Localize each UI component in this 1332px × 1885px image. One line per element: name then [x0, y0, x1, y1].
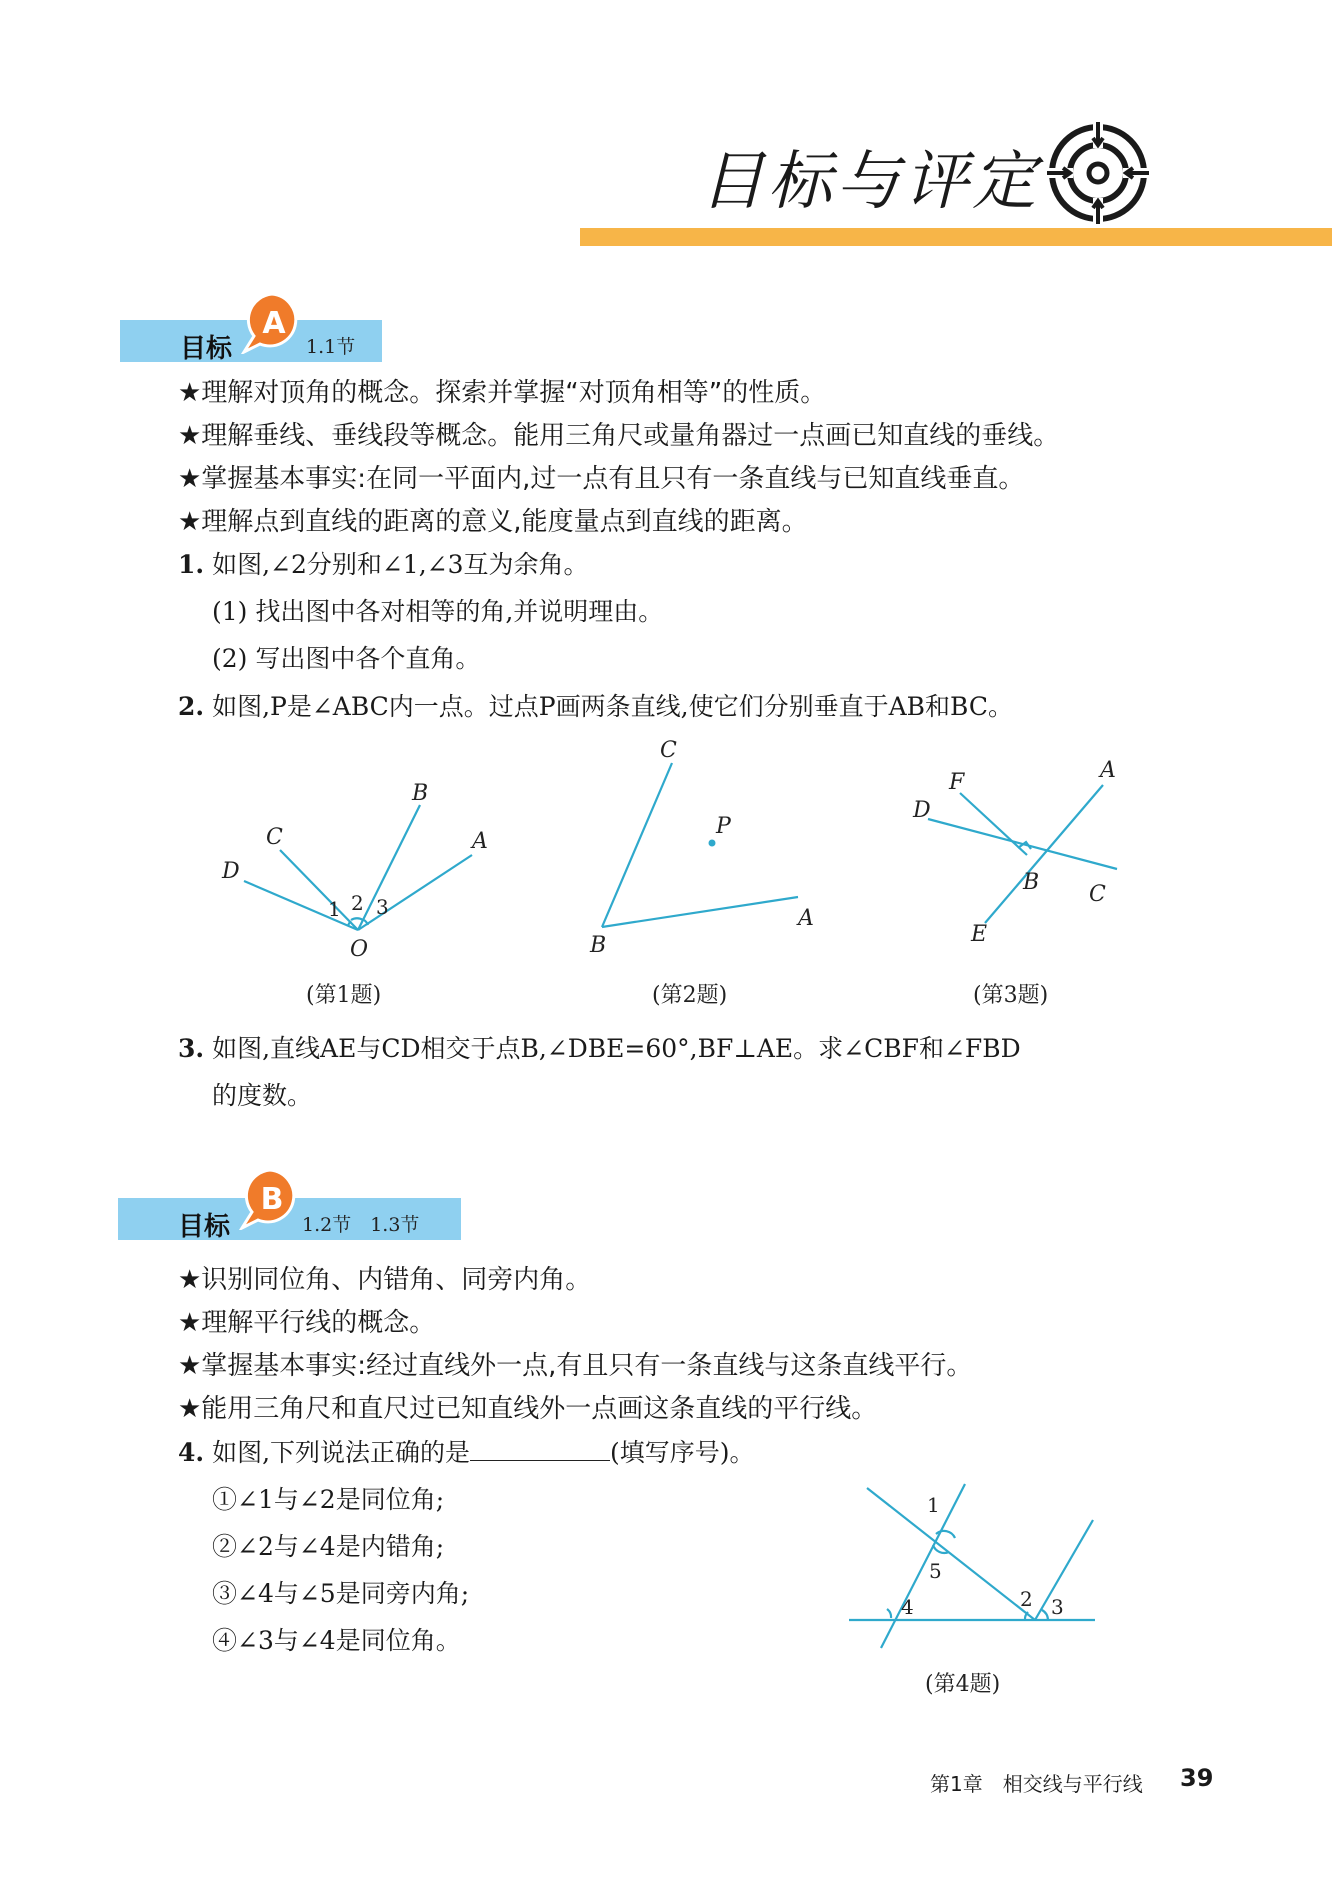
- fig2-label-b: B: [590, 933, 607, 958]
- goal-a-label: 目标: [180, 334, 233, 364]
- question-1-part-2: (2) 写出图中各个直角。: [212, 644, 481, 673]
- goal-b-badge-icon: [238, 1166, 302, 1230]
- fig4-angle-3: 3: [1051, 1595, 1064, 1619]
- goal-b-item: ★能用三角尺和直尺过已知直线外一点画这条直线的平行线。: [178, 1394, 878, 1424]
- question-text: 如图,下列说法正确的是: [212, 1438, 471, 1467]
- fig3-label-e: E: [971, 922, 988, 947]
- question-3: [178, 1029, 1021, 1065]
- fig1-angle-3: 3: [376, 895, 389, 919]
- goal-a-badge-icon: [240, 290, 304, 354]
- fig2-label-a: A: [798, 906, 814, 931]
- question-4-option: ④∠3与∠4是同位角。: [212, 1626, 461, 1655]
- fig3-label-b: B: [1023, 870, 1040, 895]
- figure-1-caption: (第1题): [306, 983, 382, 1008]
- fig1-angle-2: 2: [351, 891, 364, 915]
- fig3-label-c: C: [1089, 882, 1106, 907]
- fig3-label-a: A: [1100, 758, 1116, 783]
- question-text: 如图,直线AE与CD相交于点B,∠DBE=60°,BF⊥AE。求∠CBF和∠FBD: [212, 1034, 1021, 1063]
- goal-b-badge-letter: B: [260, 1182, 284, 1217]
- question-text-end: (填写序号)。: [610, 1438, 755, 1467]
- fig3-label-f: F: [949, 770, 965, 795]
- goal-a-badge-letter: A: [262, 306, 286, 341]
- figure-4-caption: (第4题): [925, 1672, 1001, 1697]
- goal-b-label: 目标: [178, 1212, 231, 1242]
- fig1-angle-1: 1: [328, 897, 341, 921]
- question-number: 4.: [178, 1438, 205, 1467]
- goal-b-item: ★掌握基本事实:经过直线外一点,有且只有一条直线与这条直线平行。: [178, 1351, 973, 1381]
- goal-b-item: ★识别同位角、内错角、同旁内角。: [178, 1265, 592, 1295]
- footer-chapter: 第1章 相交线与平行线: [930, 1772, 1143, 1796]
- question-number: 2.: [178, 692, 205, 721]
- fig1-label-d: D: [222, 859, 240, 884]
- figure-3-caption: (第3题): [973, 983, 1049, 1008]
- question-3-continued: 的度数。: [212, 1081, 313, 1110]
- figure-3: [905, 755, 1150, 960]
- fig1-label-c: C: [266, 825, 283, 850]
- answer-blank[interactable]: [470, 1438, 610, 1461]
- question-number: 1.: [178, 550, 205, 579]
- question-text: 如图,∠2分别和∠1,∠3互为余角。: [212, 550, 589, 579]
- fig3-label-d: D: [913, 798, 931, 823]
- question-number: 3.: [178, 1034, 205, 1063]
- figure-4: [845, 1478, 1105, 1658]
- question-4: [178, 1433, 755, 1469]
- goal-a-item: ★掌握基本事实:在同一平面内,过一点有且只有一条直线与已知直线垂直。: [178, 464, 1025, 494]
- fig4-angle-2: 2: [1020, 1587, 1033, 1611]
- question-1-part-1: (1) 找出图中各对相等的角,并说明理由。: [212, 597, 664, 626]
- goal-a-sections: 1.1节: [306, 336, 356, 358]
- fig1-label-a: A: [472, 829, 488, 854]
- goal-a-item: ★理解垂线、垂线段等概念。能用三角尺或量角器过一点画已知直线的垂线。: [178, 421, 1060, 451]
- question-2: [178, 687, 1013, 723]
- question-4-option: ①∠1与∠2是同位角;: [212, 1485, 445, 1514]
- fig4-angle-1: 1: [927, 1493, 940, 1517]
- fig4-angle-5: 5: [929, 1559, 942, 1583]
- figure-1: [210, 770, 510, 970]
- fig2-label-c: C: [660, 738, 677, 763]
- goal-a-item: ★理解对顶角的概念。探索并掌握“对顶角相等”的性质。: [178, 378, 827, 408]
- page-number: 39: [1180, 1764, 1214, 1792]
- question-4-option: ②∠2与∠4是内错角;: [212, 1532, 445, 1561]
- goal-a-item: ★理解点到直线的距离的意义,能度量点到直线的距离。: [178, 507, 808, 537]
- question-text: 如图,P是∠ABC内一点。过点P画两条直线,使它们分别垂直于AB和BC。: [212, 692, 1013, 721]
- question-1: [178, 545, 589, 581]
- fig2-label-p: P: [716, 814, 731, 839]
- goal-b-sections: 1.2节 1.3节: [302, 1214, 420, 1236]
- title-accent-bar: [580, 228, 1332, 246]
- figure-2-caption: (第2题): [652, 983, 728, 1008]
- goal-b-item: ★理解平行线的概念。: [178, 1308, 436, 1338]
- target-icon: [1043, 118, 1153, 228]
- fig4-angle-4: 4: [901, 1595, 914, 1619]
- question-4-option: ③∠4与∠5是同旁内角;: [212, 1579, 470, 1608]
- page-title: 目标与评定: [700, 145, 1040, 219]
- fig1-label-b: B: [412, 781, 429, 806]
- fig1-label-o: O: [350, 937, 369, 962]
- figure-2: [570, 735, 840, 960]
